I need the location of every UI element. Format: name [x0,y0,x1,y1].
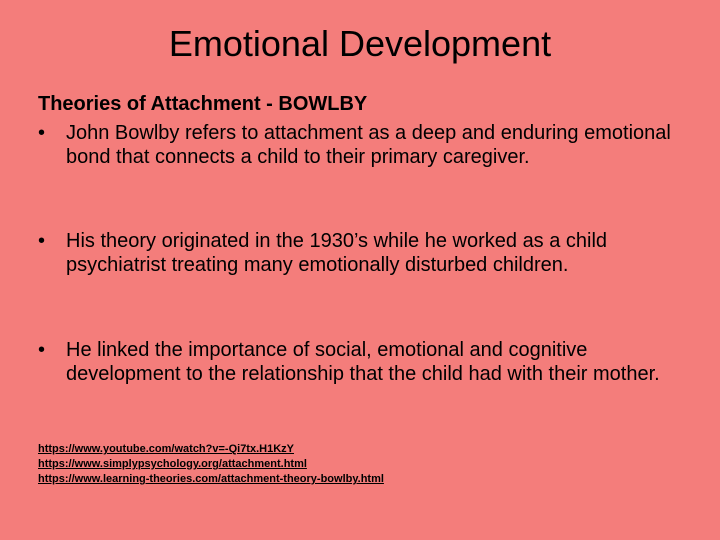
bullet-text: He linked the importance of social, emotional and cognitive development to the relationship that the child had with their mother. [66,339,660,385]
reference-links [38,442,384,487]
bullet-text: John Bowlby refers to attachment as a deep and enduring emotional bond that connects a child to their primary caregiver. [66,122,671,168]
youtube-link[interactable]: https://www.youtube.com/watch?v=-Qi7tx.H1KzY [38,443,294,455]
slide-subtitle: Theories of Attachment - BOWLBY [38,93,368,115]
bullet-item [38,229,688,277]
slide-title: Emotional Development [168,23,552,64]
bullet-item [38,121,688,169]
bullet-item [38,338,688,386]
bullet-text: His theory originated in the 1930’s while he worked as a child psychiatrist treating many emotionally disturbed children. [66,230,608,276]
bullet-icon: • [38,230,46,252]
learning-theories-link[interactable]: https://www.learning-theories.com/attachment-theory-bowlby.html [38,473,384,485]
simplypsychology-link[interactable]: https://www.simplypsychology.org/attachment.html [38,458,307,470]
bullet-icon: • [38,122,46,144]
bullet-icon: • [38,339,46,361]
